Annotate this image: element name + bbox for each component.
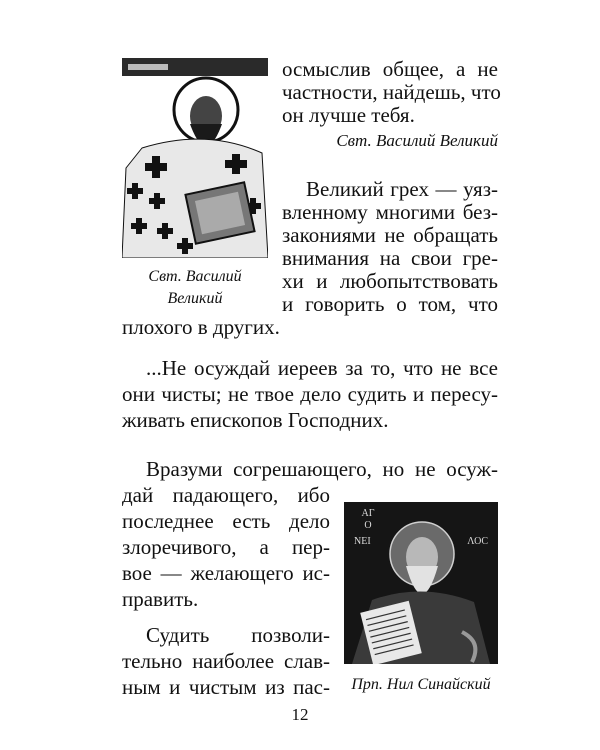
text-line: внимания на свои гре- [282,246,498,270]
icon1-caption-line1: Свт. Василий [148,268,242,285]
text-line: вое — желающего ис- [122,561,330,585]
quote-attribution: Свт. Василий Великий [336,131,498,150]
text-line: живать епископов Господних. [122,408,389,432]
icon1-caption-line2: Великий [167,290,223,307]
saint-basil-icon [122,58,268,258]
text-line: последнее есть дело [122,509,330,533]
text-line: хи и любопытствовать [282,269,498,293]
icon2-inscription-left: ΑΓ Ο [361,508,375,531]
text-line: Великий грех — уяз- [306,177,498,201]
text-line: злоречивого, а пер- [122,535,330,559]
text-line: частности, найдешь, что [282,80,501,104]
text-line: править. [122,587,199,611]
page-number: 12 [291,705,309,724]
text-line: он лучше тебя. [282,103,415,127]
text-line: осмыслив общее, а не [282,57,498,81]
text-line: закониями не обращать [282,223,498,247]
icon2-caption: Прп. Нил Синайский [351,676,491,693]
text-line: дай падающего, ибо [122,483,330,507]
text-line: ...Не осуждай иереев за то, что не все [146,356,498,380]
text-line: тельно наиболее слав- [122,649,330,673]
icon2-inscription-right: ΝΕΙ ΛΟC [354,536,488,547]
text-line: плохого в других. [122,315,280,339]
text-line: ным и чистым из пас- [122,675,330,699]
saint-nilus-icon [344,502,498,664]
text-line: Вразуми согрешающего, но не осуж- [146,457,498,481]
text-line: вленному многими без- [282,200,498,224]
text-line: и говорить о том, что [282,292,498,316]
text-line: они чисты; не твое дело судить и пересу- [122,382,498,406]
text-line: Судить позволи- [146,623,330,647]
